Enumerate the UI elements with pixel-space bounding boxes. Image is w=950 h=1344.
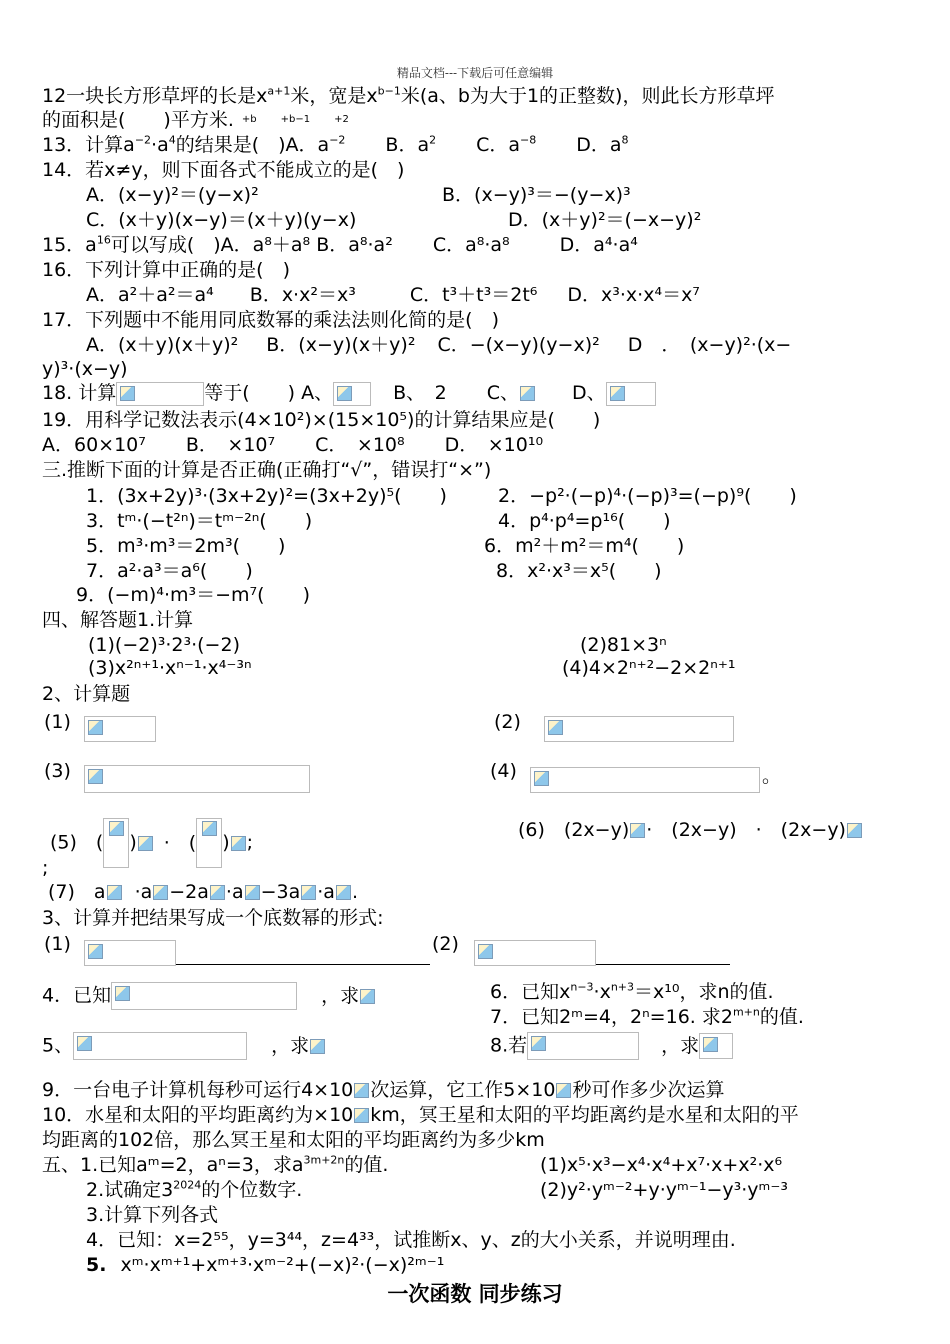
section-3-title: 三.推断下面的计算是否正确(正确打“√”，错误打“×”) (42, 459, 492, 481)
part2-item-4: (4) (490, 760, 517, 782)
part3-q4-image (111, 982, 297, 1010)
part2-item-1-image (84, 716, 156, 742)
part3-q5: 5、 ，求 (42, 1032, 326, 1060)
judge-1: 1．(3x+2y)³·(3x+2y)²=(3x+2y)⁵( ) (86, 485, 447, 507)
word-problem-10: 10．水星和太阳的平均距离约为×10 km，冥王星和太阳的平均距离约是水星和太阳的平 (42, 1104, 799, 1126)
item7-image-5 (301, 885, 316, 900)
section-5-q1: 五、1.已知aᵐ=2，aⁿ=3，求$a^{3m+2n}$的值. (42, 1153, 389, 1176)
judge-9: 9．(−m)⁴·m³＝−m⁷( ) (76, 584, 310, 606)
section-5-q2: 2.试确定$3^{2024}$的个位数字. (86, 1178, 303, 1201)
calc-2: (2)81×3ⁿ (580, 634, 667, 656)
section-5-sub-1: (1)x⁵·x³−x⁴·x⁴+x⁷·x+x²·x⁶ (540, 1154, 783, 1176)
part3-answer-line-1[interactable] (176, 950, 430, 965)
item6-image-2 (847, 823, 862, 838)
item6-image-1 (630, 823, 645, 838)
q18-option-c-image (520, 386, 535, 401)
item7-image-6 (336, 885, 351, 900)
q14-option-a: A．(x−y)²＝(y−x)² (86, 184, 259, 206)
part2-item-5: (5) ( ) · ( ) ; (50, 818, 253, 868)
part3-item-1: (1) (44, 933, 71, 955)
part3-q8-image (527, 1032, 639, 1060)
word-problem-9: 9．一台电子计算机每秒可运行4×10 次运算，它工作5×10 秒可作多少次运算 (42, 1079, 725, 1101)
part3-item-1-image (84, 940, 176, 966)
page-header: 精品文档---下载后可任意编辑 (396, 66, 554, 80)
judge-4: 4．p⁴·p⁴=p¹⁶( ) (498, 510, 671, 532)
q14: 14．若x≠y，则下面各式不能成立的是( ) (42, 159, 405, 181)
part2-item-6: (6) (2x−y) · (2x−y) · (2x−y) (518, 818, 863, 842)
part3-q4: 4．已知 ，求 (42, 982, 376, 1010)
item7-image-3 (210, 885, 225, 900)
part3-q8: 8.若 ，求 (490, 1032, 733, 1060)
section-4-title: 四、解答题1.计算 (42, 609, 194, 631)
q14-option-b: B．(x−y)³＝−(y−x)³ (442, 184, 631, 206)
q18: 18. 计算 等于( ) A、 B、 2 C、 D、 (42, 381, 656, 406)
judge-7: 7．a²·a³＝a⁶( ) (86, 560, 253, 582)
q16-options: A．a²＋a²＝a⁴ B．x·x²＝x³ C．t³＋t³＝2t⁶ D．x³·x·x⁴＝x⁷ (86, 284, 700, 306)
part3-q5-image (73, 1032, 247, 1060)
section-5-q4: 4．已知：x=2⁵⁵，y=3⁴⁴，z=4³³，试推断x、y、z的大小关系，并说明理由. (86, 1229, 736, 1251)
part2-item-2: (2) (494, 711, 521, 733)
part-3-title: 3、计算并把结果写成一个底数幂的形式: (42, 907, 384, 929)
section-5-sub-2: (2)y²·yᵐ⁻²+y·yᵐ⁻¹−y³·yᵐ⁻³ (540, 1179, 789, 1201)
part3-answer-line-2[interactable] (596, 950, 730, 965)
item5-image-2 (138, 836, 153, 851)
section-5-q5: 5. xᵐ·xᵐ⁺¹+xᵐ⁺³·xᵐ⁻²+(−x)²·(−x)²ᵐ⁻¹ (86, 1254, 445, 1276)
next-chapter-title: 一次函数 同步练习 (387, 1282, 563, 1306)
item5-image-3 (196, 818, 222, 868)
item7-image-2 (153, 885, 168, 900)
q18-option-a-image (333, 382, 371, 406)
q12-line1: 12一块长方形草坪的长是$x^{a+1}$米，宽是$x^{b-1}$米(a、b为大于1的正整数)，则此长方形草坪 (42, 84, 775, 107)
q18-option-d-image (606, 382, 656, 406)
judge-8: 8．x²·x³＝x⁵( ) (496, 560, 662, 582)
q14-option-c: C．(x＋y)(x−y)＝(x＋y)(y−x) (86, 209, 357, 231)
q19-options: A．60×10⁷ B． ×10⁷ C． ×10⁸ D． ×10¹⁰ (42, 434, 544, 456)
item5-image-1 (103, 818, 129, 868)
word-problem-10-cont: 均距离的102倍，那么冥王星和太阳的平均距离约为多少km (42, 1129, 545, 1151)
q19: 19．用科学记数法表示(4×10²)×(15×10⁵)的计算结果应是( ) (42, 409, 601, 431)
part3-q6: 6．已知$x^{n-3}\cdot x^{n+3}=x^{10}$，求n的值. (490, 980, 774, 1003)
part2-item-6-end: ; (42, 857, 49, 879)
q14-option-d: D．(x＋y)²＝(−x−y)² (508, 209, 702, 231)
part3-q8-answer-image (699, 1033, 733, 1059)
part2-item-7: (7) a ·a −2a ·a −3a ·a . (48, 881, 358, 903)
item5-image-4 (231, 836, 246, 851)
part3-q5-answer-image (310, 1039, 325, 1054)
item7-image-4 (245, 885, 260, 900)
part2-item-2-image (544, 716, 734, 742)
part-2-title: 2、计算题 (42, 683, 131, 705)
q17-options: A．(x＋y)(x＋y)² B．(x−y)(x＋y)² C．−(x−y)(y−x)² D ． (x−y)²·(x− (86, 334, 792, 356)
part3-q4-answer-image (360, 989, 375, 1004)
judge-6: 6．m²＋m²＝m⁴( ) (484, 535, 685, 557)
part2-item-1: (1) (44, 711, 71, 733)
judge-3: 3．tᵐ·(−t²ⁿ)＝tᵐ⁻²ⁿ( ) (86, 510, 313, 532)
part2-item-3-image (84, 765, 310, 793)
part2-item-4-image (530, 767, 760, 793)
q17: 17．下列题中不能用同底数幂的乘法法则化简的是( ) (42, 309, 500, 331)
q16: 16．下列计算中正确的是( ) (42, 259, 291, 281)
q18-expression-image (116, 382, 204, 406)
part3-item-2: (2) (432, 933, 459, 955)
q13: 13．计算$a^{-2}\cdot a^4$的结果是( )A．$a^{-2}$ B．$a^2$ C．$a^{-8}$ D．$a^8$ (42, 133, 629, 156)
section-5-q3: 3.计算下列各式 (86, 1204, 219, 1226)
calc-4: (4)4×2ⁿ⁺²−2×2ⁿ⁺¹ (562, 657, 736, 679)
q12-line2: 的面积是( )平方米. $^{+b}$ $^{+b-1}$ $^{+2}$ (42, 109, 349, 131)
q17-option-d-cont: y)³·(x−y) (42, 358, 128, 380)
item7-image-1 (107, 885, 122, 900)
part2-item-4-end: 。 (762, 765, 782, 787)
judge-5: 5．m³·m³＝2m³( ) (86, 535, 286, 557)
q15: 15．$a^{16}$可以写成( )A．a⁸＋a⁸ B．a⁸·a² C．a⁸·a⁸ D．a⁴·a⁴ (42, 233, 638, 256)
calc-1: (1)(−2)³·2³·(−2) (88, 634, 240, 656)
judge-2: 2．−p²·(−p)⁴·(−p)³=(−p)⁹( ) (498, 485, 797, 507)
part2-item-3: (3) (44, 760, 71, 782)
part3-q7: 7．已知2ᵐ=4，2ⁿ=16. 求$2^{m+n}$的值. (490, 1005, 804, 1028)
calc-3: (3)x²ⁿ⁺¹·xⁿ⁻¹·x⁴⁻³ⁿ (88, 657, 252, 679)
part3-item-2-image (474, 940, 596, 966)
